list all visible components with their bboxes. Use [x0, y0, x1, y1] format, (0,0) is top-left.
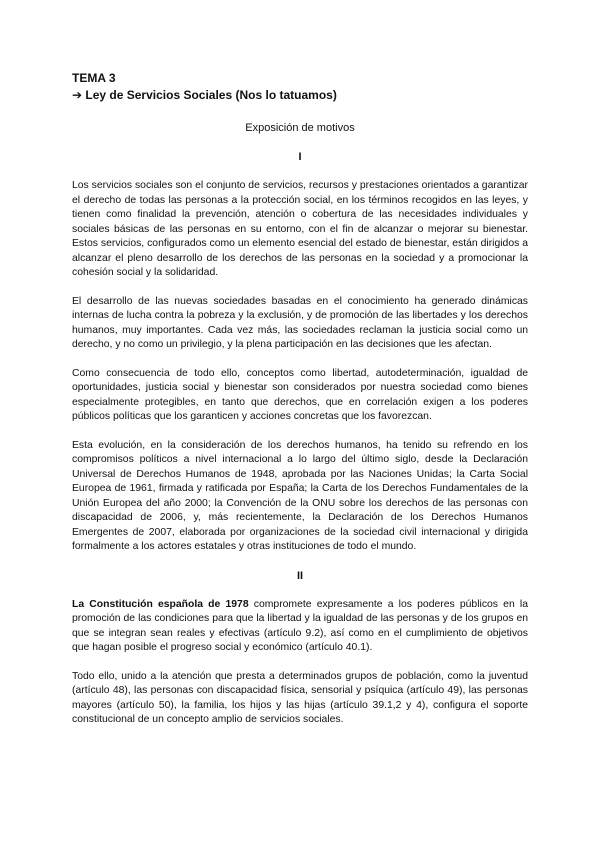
section-number-1: I — [298, 151, 302, 163]
constitution-reference: La Constitución española de 1978 — [72, 598, 249, 610]
paragraph-5 — [72, 598, 528, 656]
paragraph-4: Esta evolución, en la consideración de los derechos humanos, ha tenido su refrendo en los compromisos políticos a nivel internacional a lo largo del último siglo, desde la Declaración Universal de Derechos Humanos de 1948, aprobada por las Naciones Unidas; la Carta Social Europea de 1961, firmada y ratificada por España; la Carta de los Derechos Fundamentales de la Unión Europea del año 2000; la Convención de la ONU sobre los derechos de las personas con discapacidad de 2006, y, más recientemente, la Declaración de los Derechos Humanos Emergentes de 2007, elaborada por organizaciones de la sociedad civil internacional y dirigida formalmente a los actores estatales y otras instituciones de todo el mundo. — [72, 439, 528, 552]
paragraph-1: Los servicios sociales son el conjunto de servicios, recursos y prestaciones orientados a garantizar el derecho de todas las personas a la protección social, en los términos recogidos en las leyes, y tienen como finalidad la prevención, atención o cobertura de las necesidades individuales y sociales básicas de las personas en su entorno, con el fin de alcanzar o mejorar su bienestar. Estos servicios, configurados como un elemento esencial del estado de bienestar, están dirigidos a alcanzar el pleno desarrollo de los derechos de las personas en la sociedad y a promocionar la cohesión social y la solidaridad. — [72, 180, 528, 278]
paragraph-3: Como consecuencia de todo ello, conceptos como libertad, autodeterminación, igualdad de oportunidades, justicia social y bienestar son considerados por nuestra sociedad como bienes especialmente protegibles, en tanto que derechos, que en correlación exigen a los poderes públicos políticas que los garanticen y acciones concretas que los favorezcan. — [72, 367, 528, 422]
document-page — [72, 70, 528, 728]
paragraph-5-text: compromete expresamente a los poderes públicos en la promoción de las condiciones para que la libertad y la igualdad de las personas y de los grupos en que se integran sean reales y efectivas (artículo 9.2), así como en el cumplimiento de objetivos que hagan posible el progreso social y económico (artículo 40.1). — [72, 598, 528, 653]
exposicion-heading: Exposición de motivos — [245, 122, 355, 134]
law-subtitle-text: Ley de Servicios Sociales (Nos lo tatuamos) — [85, 88, 337, 102]
tema-title: TEMA 3 — [72, 71, 116, 85]
arrow-right-icon: ➔ — [72, 88, 83, 102]
law-subtitle — [72, 87, 528, 104]
paragraph-2: El desarrollo de las nuevas sociedades basadas en el conocimiento ha generado dinámicas internas de lucha contra la pobreza y la exclusión, y de promoción de las libertades y los derechos humanos, muy importantes. Cada vez más, las sociedades reclaman la justicia social como un derecho, y no como un privilegio, y la plena participación en las decisiones que les afectan. — [72, 295, 528, 350]
paragraph-6: Todo ello, unido a la atención que presta a determinados grupos de población, como la juventud (artículo 48), las personas con discapacidad física, sensorial y psíquica (artículo 49), las personas mayores (artículo 50), la familia, los hijos y las hijas (artículo 39.1,2 y 4), configura el soporte constitucional de un concepto amplio de servicios sociales. — [72, 670, 528, 725]
section-number-2: II — [296, 569, 304, 582]
